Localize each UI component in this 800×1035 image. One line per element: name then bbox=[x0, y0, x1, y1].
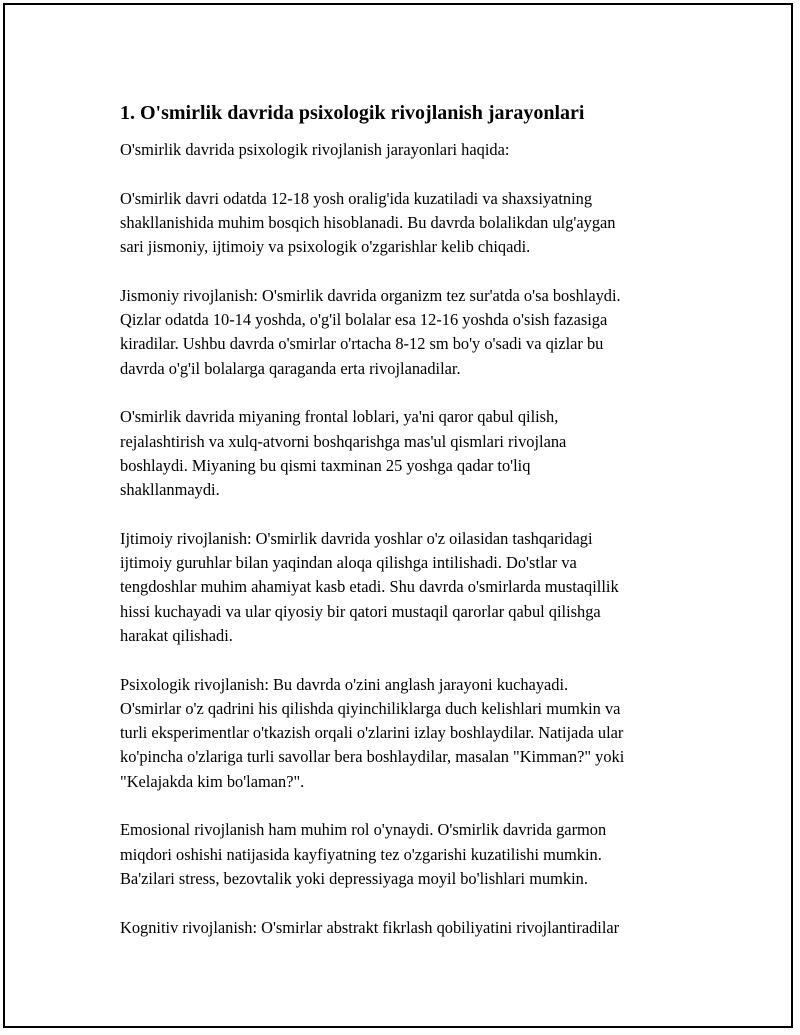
paragraph-list bbox=[120, 138, 700, 940]
paragraph-line: Qizlar odatda 10-14 yoshda, o'g'il bolalar esa 12-16 yoshda o'sish fazasiga bbox=[120, 310, 608, 330]
paragraph-line: kiradilar. Ushbu davrda o'smirlar o'rtacha 8-12 sm bo'y o'sadi va qizlar bu bbox=[120, 334, 604, 354]
paragraph bbox=[120, 284, 700, 381]
paragraph-line: Ijtimoiy rivojlanish: O'smirlik davrida yoshlar o'z oilasidan tashqaridagi bbox=[120, 528, 593, 548]
paragraph-line: turli eksperimentlar o'tkazish orqali o'zlarini izlay boshlaydilar. Natijada ular bbox=[120, 723, 624, 743]
paragraph-line: sari jismoniy, ijtimoiy va psixologik o'zgarishlar kelib chiqadi. bbox=[120, 237, 531, 257]
paragraph bbox=[120, 673, 700, 794]
paragraph-line: Psixologik rivojlanish: Bu davrda o'zini anglash jarayoni kuchayadi. bbox=[120, 674, 569, 694]
paragraph-line: shakllanmaydi. bbox=[120, 480, 220, 500]
paragraph-line: O'smirlik davrida miyaning frontal loblari, ya'ni qaror qabul qilish, bbox=[120, 407, 559, 427]
paragraph-line: hissi kuchayadi va ular qiyosiy bir qatori mustaqil qarorlar qabul qilishga bbox=[120, 601, 601, 621]
paragraph bbox=[120, 916, 700, 940]
paragraph-line: O'smirlik davri odatda 12-18 yosh oralig'ida kuzatiladi va shaxsiyatning bbox=[120, 188, 593, 208]
paragraph-line: O'smirlik davrida psixologik rivojlanish jarayonlari haqida: bbox=[120, 140, 510, 159]
paragraph bbox=[120, 138, 700, 162]
paragraph-line: harakat qilishadi. bbox=[120, 625, 233, 645]
paragraph-line: "Kelajakda kim bo'laman?". bbox=[120, 771, 305, 791]
paragraph-line: Jismoniy rivojlanish: O'smirlik davrida organizm tez sur'atda o'sa boshlaydi. bbox=[120, 285, 621, 305]
paragraph bbox=[120, 818, 700, 891]
paragraph bbox=[120, 187, 700, 260]
document-title: 1. O'smirlik davrida psixologik rivojlanish jarayonlari bbox=[120, 102, 585, 124]
paragraph-line: Emosional rivojlanish ham muhim rol o'ynaydi. O'smirlik davrida garmon bbox=[120, 820, 607, 840]
paragraph bbox=[120, 527, 700, 648]
paragraph-line: ijtimoiy guruhlar bilan yaqindan aloqa qilishga intilishadi. Do'stlar va bbox=[120, 553, 577, 573]
paragraph-line: miqdori oshishi natijasida kayfiyatning tez o'zgarishi kuzatilishi mumkin. bbox=[120, 844, 602, 864]
paragraph-line: boshlaydi. Miyaning bu qismi taxminan 25 yoshga qadar to'liq bbox=[120, 455, 531, 475]
paragraph bbox=[120, 405, 700, 502]
paragraph-line: ko'pincha o'zlariga turli savollar bera boshlaydilar, masalan "Kimman?" yoki bbox=[120, 747, 625, 767]
paragraph-line: Ba'zilari stress, bezovtalik yoki depressiyaga moyil bo'lishlari mumkin. bbox=[120, 868, 588, 888]
paragraph-line: O'smirlar o'z qadrini his qilishda qiyinchiliklarga duch kelishlari mumkin va bbox=[120, 698, 621, 718]
paragraph-line: rejalashtirish va xulq-atvorni boshqarishga mas'ul qismlari rivojlana bbox=[120, 431, 567, 451]
document-content bbox=[120, 100, 700, 964]
paragraph-line: shakllanishida muhim bosqich hisoblanadi. Bu davrda bolalikdan ulg'aygan bbox=[120, 212, 616, 232]
paragraph-line: tengdoshlar muhim ahamiyat kasb etadi. Shu davrda o'smirlarda mustaqillik bbox=[120, 577, 619, 597]
document-page bbox=[3, 3, 793, 1028]
paragraph-line: davrda o'g'il bolalarga qaraganda erta rivojlanadilar. bbox=[120, 358, 461, 378]
paragraph-line: Kognitiv rivojlanish: O'smirlar abstrakt fikrlash qobiliyatini rivojlantiradilar bbox=[120, 917, 620, 937]
